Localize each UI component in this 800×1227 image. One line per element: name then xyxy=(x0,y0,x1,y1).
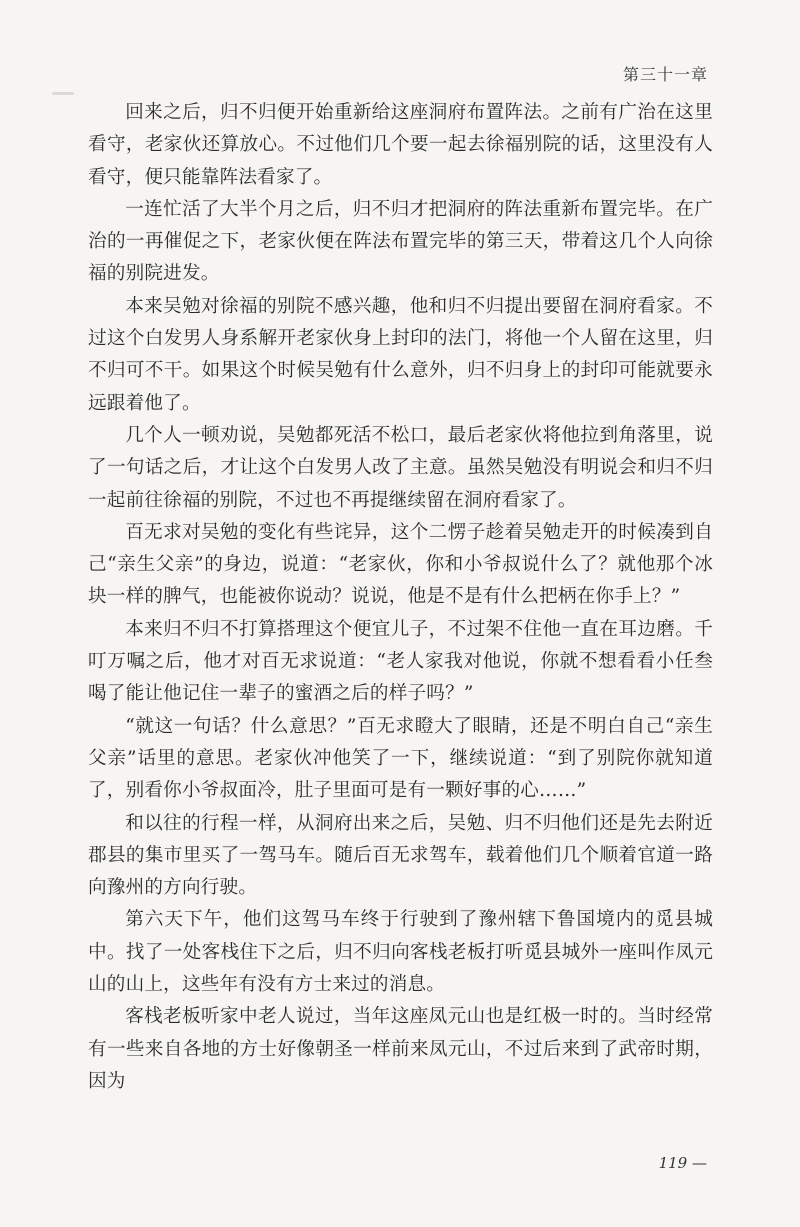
paragraph: 第六天下午，他们这驾马车终于行驶到了豫州辖下鲁国境内的觅县城中。找了一处客栈住下之后，归不归向客栈老板打听觅县城外一座叫作凤元山的山上，这些年有没有方士来过的消息。 xyxy=(88,909,713,996)
paragraph: 本来吴勉对徐福的别院不感兴趣，他和归不归提出要留在洞府看家。不过这个白发男人身系解开老家伙身上封印的法门，将他一个人留在这里，归不归可不干。如果这个时候吴勉有什么意外，归不归身上的封印可能就要永远跟着他了。 xyxy=(88,295,713,414)
paragraph: 和以往的行程一样，从洞府出来之后，吴勉、归不归他们还是先去附近郡县的集市里买了一驾马车。随后百无求驾车，载着他们几个顺着官道一路向豫州的方向行驶。 xyxy=(88,812,713,899)
paragraph: 一连忙活了大半个月之后，归不归才把洞府的阵法重新布置完毕。在广治的一再催促之下，老家伙便在阵法布置完毕的第三天，带着这几个人向徐福的别院进发。 xyxy=(88,198,713,285)
paragraph: 百无求对吴勉的变化有些诧异，这个二愣子趁着吴勉走开的时候凑到自己“亲生父亲”的身边，说道：“老家伙，你和小爷叔说什么了？就他那个冰块一样的脾气，也能被你说动？说说，他是不是有什么把柄在你手上？” xyxy=(88,521,713,608)
chapter-header: 第三十一章 xyxy=(622,65,708,84)
paragraph: 回来之后，归不归便开始重新给这座洞府布置阵法。之前有广治在这里看守，老家伙还算放心。不过他们几个要一起去徐福别院的话，这里没有人看守，便只能靠阵法看家了。 xyxy=(88,102,713,188)
paragraph: 几个人一顿劝说，吴勉都死活不松口，最后老家伙将他拉到角落里，说了一句话之后，才让这个白发男人改了主意。虽然吴勉没有明说会和归不归一起前往徐福的别院，不过也不再提继续留在洞府看家了。 xyxy=(88,424,713,511)
paragraph: 客栈老板听家中老人说过，当年这座凤元山也是红极一时的。当时经常有一些来自各地的方士好像朝圣一样前来凤元山，不过后来到了武帝时期，因为 xyxy=(88,1006,713,1092)
paragraph: 本来归不归不打算搭理这个便宜儿子，不过架不住他一直在耳边磨。千叮万嘱之后，他才对百无求说道：“老人家我对他说，你就不想看看小任叁喝了能让他记住一辈子的蜜酒之后的样子吗？” xyxy=(88,618,713,705)
body-text xyxy=(88,97,713,1098)
page-number: 119 — xyxy=(658,1154,707,1172)
scan-speck xyxy=(52,92,74,95)
paragraph: “就这一句话？什么意思？”百无求瞪大了眼睛，还是不明白自己“亲生父亲”话里的意思。老家伙冲他笑了一下，继续说道：“到了别院你就知道了，别看你小爷叔面冷，肚子里面可是有一颗好事的心……” xyxy=(88,715,713,802)
